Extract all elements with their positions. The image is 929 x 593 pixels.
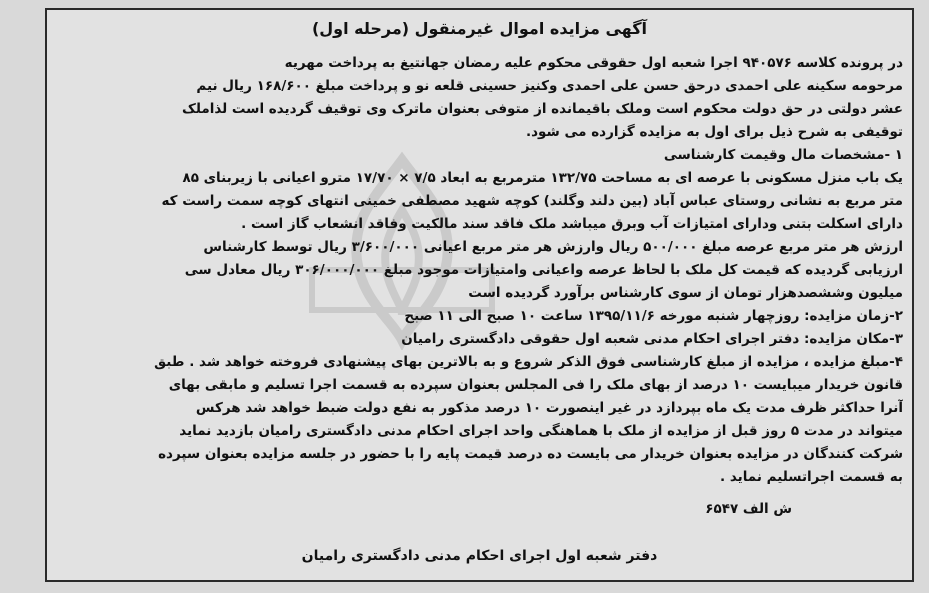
notice-line: یک باب منزل مسکونی با عرصه ای به مساحت ۱۳۲/۷۵ مترمربع به ابعاد ۷/۵ × ۱۷/۷۰ مترو اعیانی با زیربنای ۸۵: [182, 170, 903, 186]
notice-line: در پرونده کلاسه ۹۴۰۵۷۶ اجرا شعبه اول حقوقی محکوم علیه رمضان جهانتیغ به پرداخت مهریه: [284, 55, 903, 71]
notice-line: ارزش هر متر مربع عرصه مبلغ ۵۰۰/۰۰۰ ریال وارزش هر متر مربع اعیانی ۳/۶۰۰/۰۰۰ ریال توسط کارشناس: [203, 239, 903, 255]
notice-line: توقیفی به شرح ذیل برای اول به مزایده گزارده می شود.: [526, 124, 903, 140]
notice-line: میلیون وششصدهزار تومان از سوی کارشناس برآورد گردیده است: [468, 285, 903, 301]
notice-line: دارای اسکلت بتنی ودارای امتیازات آب وبرق میباشد ملک فاقد سند مالکیت وفاقد انشعاب گاز است .: [241, 216, 903, 232]
notice-line: ارزیابی گردیده که قیمت کل ملک با لحاظ عرصه واعیانی وامتیازات موجود مبلغ ۳۰۶/۰۰۰/۰۰۰ ریال معادل سی: [184, 262, 903, 278]
notice-line: ۲-زمان مزایده: روزچهار شنبه مورخه ۱۳۹۵/۱۱/۶ ساعت ۱۰ صبح الی ۱۱ صبح: [404, 308, 903, 324]
notice-line: ۴-مبلغ مزایده ، مزایده از مبلغ کارشناسی فوق الذکر شروع و به بالاترین بهای پیشنهادی فروخته خواهد شد . طبق: [154, 354, 903, 370]
notice-line: میتواند در مدت ۵ روز قبل از مزایده از ملک با هماهنگی واحد اجرای احکام مدنی دادگستری رامیان بازدید نماید: [179, 423, 903, 439]
notice-line: ۳-مکان مزایده: دفتر اجرای احکام مدنی شعبه اول حقوقی دادگستری رامیان: [401, 331, 903, 347]
notice-title: آگهی مزایده اموال غیرمنقول (مرحله اول): [311, 19, 648, 38]
notice-line: قانون خریدار میبایست ۱۰ درصد از بهای ملک را فی المجلس بعنوان سپرده به قسمت اجرا تسلیم و مابقی بهای: [168, 377, 903, 393]
notice-line: مرحومه سکینه علی احمدی درحق حسن علی احمدی وکنیز حسینی قلعه نو و پرداخت مبلغ ۱۶۸/۶۰۰ ریال نیم: [196, 78, 903, 94]
notice-line: عشر دولتی در حق دولت محکوم است وملک باقیمانده از متوفی بعنوان ماترک وی توقیف گردیده است لذاملک: [182, 101, 903, 117]
issuing-office: دفتر شعبه اول اجرای احکام مدنی دادگستری رامیان: [301, 548, 658, 564]
notice-line: شرکت کنندگان در مزایده بعنوان خریدار می بایست ده درصد قیمت پایه را با حضور در جلسه مزایده بعنوان سپرده: [158, 446, 903, 462]
notice-line: به قسمت اجراتسلیم نماید .: [720, 469, 903, 485]
notice-line: متر مربع به نشانی روستای عباس آباد (بین دلند وگلند) کوچه شهید مصطفی خمینی انتهای کوچه سمت راست که: [161, 193, 903, 209]
notice-line: آنرا حداکثر ظرف مدت یک ماه بپردازد در غیر اینصورت ۱۰ درصد مذکور به نفع دولت ضبط خواهد شد هرکس: [195, 400, 903, 416]
notice-line: ۱ -مشخصات مال وقیمت کارشناسی: [663, 147, 903, 163]
reference-number: ش الف ۶۵۴۷: [705, 501, 792, 517]
notice-frame: [45, 8, 914, 582]
